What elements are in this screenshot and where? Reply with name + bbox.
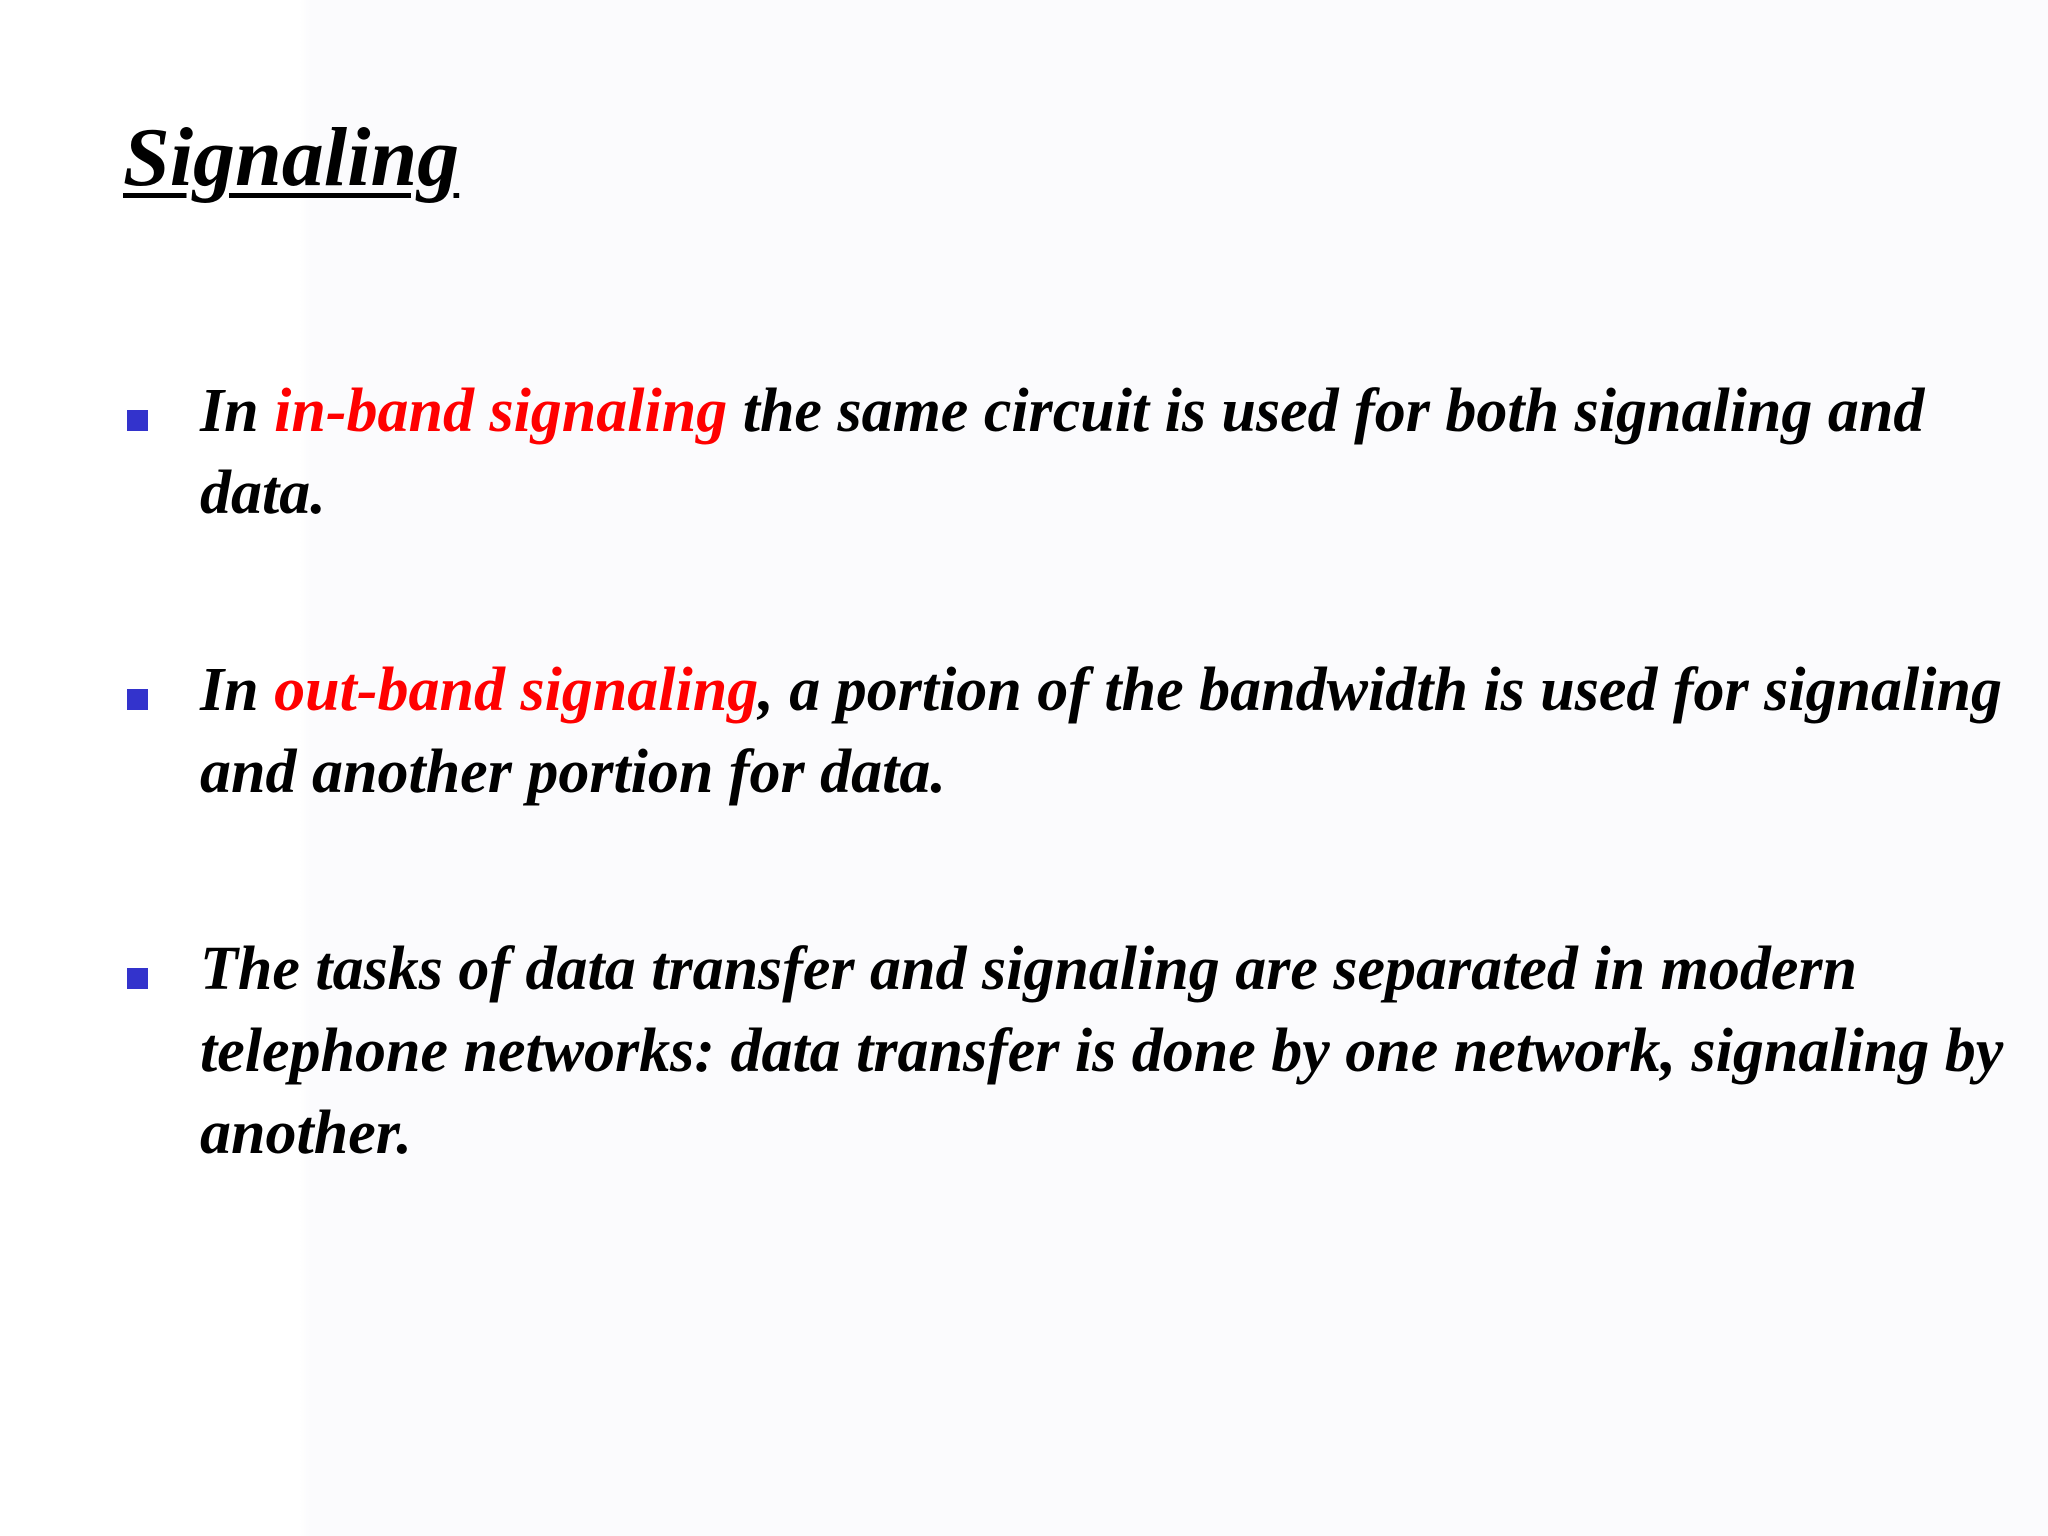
bullet-item-in-band xyxy=(120,370,2040,534)
bullet-text-prefix: In xyxy=(200,656,275,724)
bullet-list xyxy=(120,370,2040,1174)
slide-title: Signaling xyxy=(123,111,460,204)
square-bullet-icon xyxy=(127,689,148,710)
bullet-text: The tasks of data transfer and signaling are separated in modern telephone networks: data transfer is done by one network, signaling by another. xyxy=(200,935,2004,1167)
square-bullet-icon xyxy=(127,410,148,431)
bullet-item-out-band xyxy=(120,649,2040,813)
highlight-term-in-band: in-band signaling xyxy=(274,377,728,445)
bullet-text-suffix: , a portion of the bandwidth is used for signaling and another portion for data. xyxy=(200,656,2002,806)
bullet-text-prefix: In xyxy=(200,377,275,445)
bullet-item-separation xyxy=(120,928,2040,1174)
square-bullet-icon xyxy=(127,968,148,989)
bullet-text-suffix: the same circuit is used for both signaling and data. xyxy=(200,377,1925,527)
highlight-term-out-band: out-band signaling xyxy=(274,656,759,724)
